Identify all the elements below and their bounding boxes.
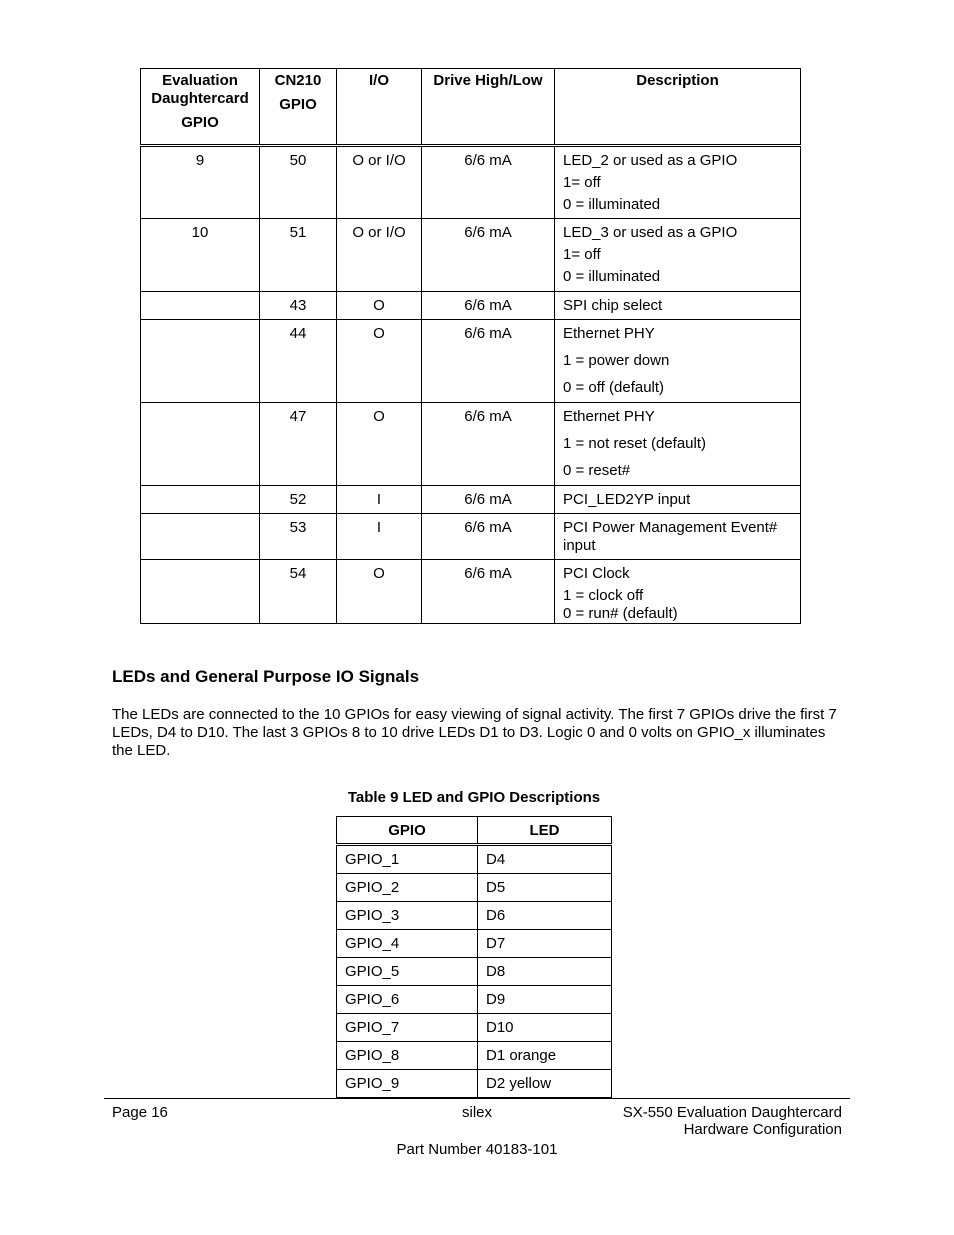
cell-led: D4 [478,845,612,874]
table-row [141,486,801,514]
table-row [141,320,801,403]
header-gpio: GPIO [337,817,478,845]
cell-led: D9 [478,986,612,1014]
cell-description: PCI Power Management Event# input [555,514,801,560]
cell-gpio: GPIO_1 [337,845,478,874]
cell-io: O or I/O [337,219,422,292]
cell-gpio: GPIO_7 [337,1014,478,1042]
cell-eval [141,560,260,624]
table-row [141,219,801,292]
footer-divider [104,1098,850,1099]
cell-led: D6 [478,902,612,930]
cell-cn210: 54 [260,560,337,624]
led-table-header [337,817,612,845]
header-io: I/O [337,69,422,146]
cell-eval [141,292,260,320]
cell-cn210: 52 [260,486,337,514]
cell-led: D8 [478,958,612,986]
table-row [141,292,801,320]
footer-part-number: Part Number 40183-101 [396,1141,558,1158]
footer-company: silex [461,1104,492,1121]
cell-drive: 6/6 mA [422,486,555,514]
cell-gpio: GPIO_3 [337,902,478,930]
cell-io: O [337,292,422,320]
cell-drive: 6/6 mA [422,514,555,560]
cell-led: D10 [478,1014,612,1042]
cell-eval [141,403,260,486]
footer-doc-title-line2: Hardware Configuration [683,1121,842,1138]
cell-io: I [337,514,422,560]
table-row [141,514,801,560]
cell-gpio: GPIO_4 [337,930,478,958]
cell-eval [141,486,260,514]
cell-io: I [337,486,422,514]
cell-eval [141,320,260,403]
header-cn210-gpio: CN210 GPIO [260,69,337,146]
cell-drive: 6/6 mA [422,560,555,624]
cell-drive: 6/6 mA [422,320,555,403]
section-heading: LEDs and General Purpose IO Signals [112,667,420,686]
table-row [337,902,612,930]
gpio-table-header [141,69,801,146]
footer-doc-title-line1: SX-550 Evaluation Daughtercard [622,1104,842,1121]
cell-cn210: 53 [260,514,337,560]
table-row [337,930,612,958]
cell-gpio: GPIO_2 [337,874,478,902]
cell-gpio: GPIO_9 [337,1070,478,1098]
header-description: Description [555,69,801,146]
footer-doc-title [623,1104,842,1138]
table-row [337,874,612,902]
cell-cn210: 51 [260,219,337,292]
cell-drive: 6/6 mA [422,219,555,292]
cell-description: LED_3 or used as a GPIO 1= off 0 = illuminated [555,219,801,292]
table-row [337,1042,612,1070]
cell-description: Ethernet PHY 1 = not reset (default) 0 = reset# [555,403,801,486]
footer-page-number: Page 16 [112,1104,168,1121]
cell-eval: 9 [141,146,260,219]
table-row [337,986,612,1014]
table-row [337,1070,612,1098]
cell-description: PCI Clock 1 = clock off 0 = run# (default) [555,560,801,624]
cell-drive: 6/6 mA [422,146,555,219]
header-led: LED [478,817,612,845]
table-row [337,1014,612,1042]
table-caption: Table 9 LED and GPIO Descriptions [347,789,601,806]
section-paragraph: The LEDs are connected to the 10 GPIOs for easy viewing of signal activity. The first 7 GPIOs drive the first 7 LEDs, D4 to D10. The last 3 GPIOs 8 to 10 drive LEDs D1 to D3. Logic 0 and 0 volts on GPIO_x illuminates the LED. [112,706,837,759]
cell-io: O or I/O [337,146,422,219]
cell-led: D1 orange [478,1042,612,1070]
table-row [337,958,612,986]
table-row [141,146,801,219]
cell-drive: 6/6 mA [422,292,555,320]
cell-led: D5 [478,874,612,902]
table-row [337,845,612,874]
cell-io: O [337,320,422,403]
cell-eval [141,514,260,560]
cell-drive: 6/6 mA [422,403,555,486]
cell-cn210: 50 [260,146,337,219]
cell-description: PCI_LED2YP input [555,486,801,514]
cell-gpio: GPIO_8 [337,1042,478,1070]
cell-cn210: 44 [260,320,337,403]
cell-cn210: 43 [260,292,337,320]
cell-io: O [337,403,422,486]
gpio-table [140,68,801,624]
cell-io: O [337,560,422,624]
cell-gpio: GPIO_5 [337,958,478,986]
cell-led: D7 [478,930,612,958]
cell-gpio: GPIO_6 [337,986,478,1014]
table-row [141,560,801,624]
cell-cn210: 47 [260,403,337,486]
cell-eval: 10 [141,219,260,292]
led-table [336,816,612,1098]
header-eval-gpio: Evaluation Daughtercard GPIO [141,69,260,146]
cell-description: Ethernet PHY 1 = power down 0 = off (default) [555,320,801,403]
header-drive: Drive High/Low [422,69,555,146]
table-row [141,403,801,486]
cell-led: D2 yellow [478,1070,612,1098]
cell-description: SPI chip select [555,292,801,320]
cell-description: LED_2 or used as a GPIO 1= off 0 = illuminated [555,146,801,219]
